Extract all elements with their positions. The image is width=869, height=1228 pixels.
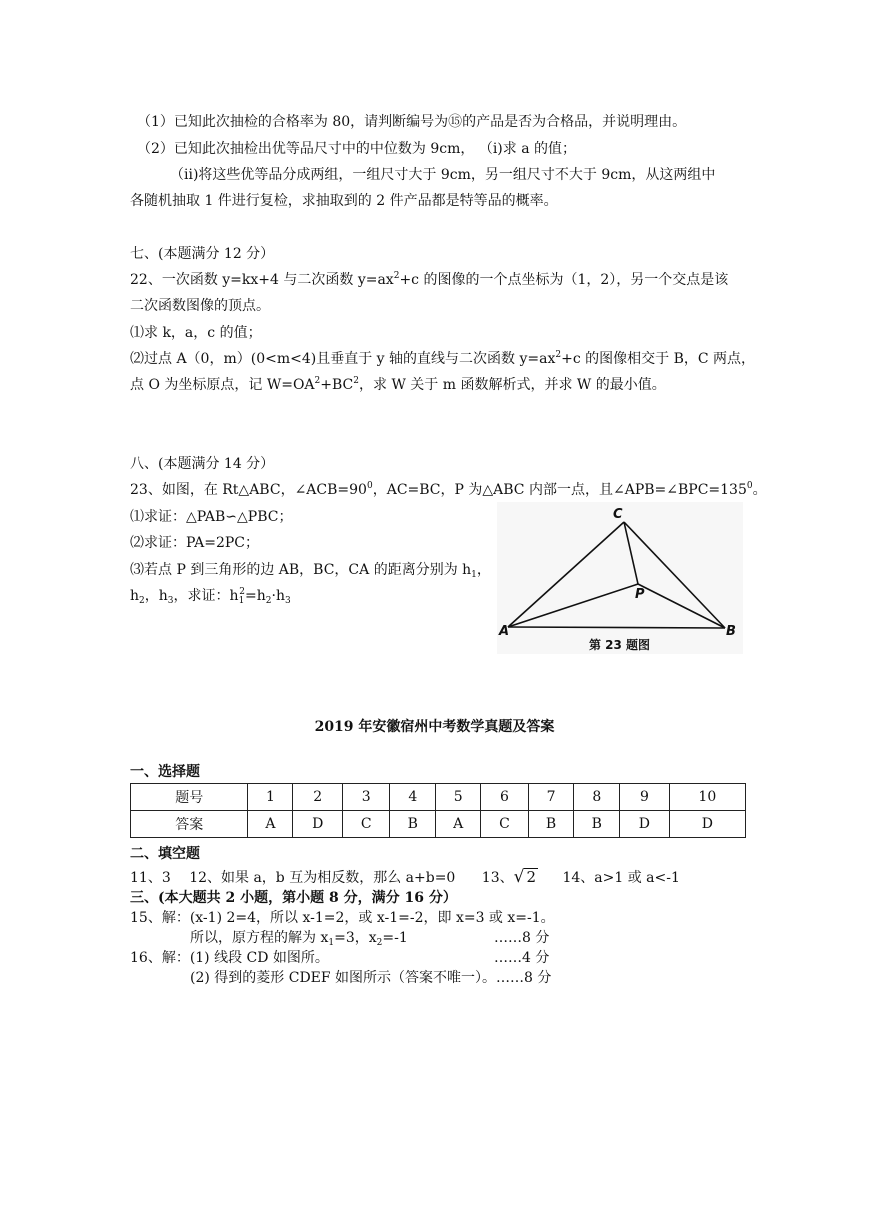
segment-ac (508, 522, 624, 627)
q22-text: ，求 W 关于 m 函数解析式，并求 W 的最小值。 (359, 377, 666, 393)
superscript: 2 (314, 376, 321, 386)
sec7-heading: 七、(本题满分 12 分） (130, 246, 275, 262)
q23-text: ·h (271, 588, 285, 604)
subscript: 2 (376, 938, 383, 948)
table-cell: C (481, 811, 528, 838)
table-cell: B (574, 811, 620, 838)
solution-16-score: ……4 分 (494, 950, 550, 966)
subscript: 1 (328, 938, 335, 948)
label-c: C (613, 507, 623, 522)
q22-part1: ⑴求 k，a，c 的值； (130, 325, 262, 341)
table-cell: A (436, 811, 481, 838)
table-cell: 4 (390, 784, 436, 811)
subscript: 3 (284, 596, 291, 606)
table-cell: 6 (481, 784, 528, 811)
triangle-diagram (497, 502, 743, 654)
q23-text: =h (245, 588, 266, 604)
fill-11: 11、3 (130, 870, 171, 886)
sec1-heading: 一、选择题 (130, 764, 200, 780)
q22-line1 (130, 271, 728, 289)
superscript: 2 (555, 350, 562, 360)
table-cell: 2 (293, 784, 343, 811)
q21-part1: （1）已知此次抽检的合格率为 80，请判断编号为⑮的产品是否为合格品，并说明理由。 (137, 114, 687, 130)
superscript: 2 (239, 587, 246, 597)
table-cell: D (293, 811, 343, 838)
q22-part2-cont (130, 376, 666, 394)
table-cell: C (343, 811, 390, 838)
label-a: A (499, 624, 510, 639)
table-cell: 9 (620, 784, 670, 811)
solution-text: =3，x (334, 930, 377, 946)
row-label-answer: 答案 (131, 811, 248, 838)
subscript: 1 (471, 570, 477, 580)
solution-16-line2: (2) 得到的菱形 CDEF 如图所示（答案不唯一）。……8 分 (190, 970, 552, 986)
q21-part2-ii-cont: 各随机抽取 1 件进行复检，求抽取到的 2 件产品都是特等品的概率。 (130, 193, 558, 209)
table-cell: 10 (669, 784, 745, 811)
q22-text: +BC (320, 377, 354, 393)
q22-text: ⑵过点 A（0，m）(0<m<4)且垂直于 y 轴的直线与二次函数 y=ax (130, 351, 556, 367)
sec2-heading: 二、填空题 (130, 846, 200, 862)
q22-line2: 二次函数图像的顶点。 (130, 298, 270, 314)
subscript: 3 (167, 596, 174, 606)
solution-15-score: ……8 分 (494, 930, 550, 946)
q22-text: +c 的图像的一个点坐标为（1，2），另一个交点是该 (399, 272, 729, 288)
label-p: P (635, 587, 645, 602)
fill-12: 12、如果 a，b 互为相反数，那么 a+b=0 (189, 870, 456, 886)
table-row-answers (131, 811, 746, 838)
figure-23 (497, 502, 743, 654)
q23-text: ⑶若点 P 到三角形的边 AB，BC，CA 的距离分别为 h (130, 562, 472, 578)
fill-answers (130, 868, 680, 887)
q23-line1 (130, 481, 767, 499)
solution-text: 所以，原方程的解为 x (190, 930, 329, 946)
subscript: 2 (139, 596, 145, 606)
q22-text: +c 的图像相交于 B，C 两点， (561, 351, 756, 367)
table-cell: A (248, 811, 293, 838)
table-cell: D (669, 811, 745, 838)
q23-part2: ⑵求证：PA=2PC； (130, 535, 260, 551)
figure-caption: 第 23 题图 (589, 638, 651, 652)
table-cell: D (620, 811, 670, 838)
sqrt-radicand: 2 (526, 868, 537, 886)
q22-text: 点 O 为坐标原点，记 W=OA (130, 377, 315, 393)
solution-16-line1: 16、解：(1) 线段 CD 如图所。 (130, 950, 329, 966)
segment-pa (508, 584, 638, 627)
q23-part3-cont (130, 587, 291, 605)
answers-title: 2019 年安徽宿州中考数学真题及答案 (314, 719, 555, 735)
solution-text: =-1 (382, 930, 408, 946)
q23-text: 23、如图，在 Rt△ABC，∠ACB=90 (130, 482, 367, 498)
table-row-numbers (131, 784, 746, 811)
table-cell: B (390, 811, 436, 838)
label-b: B (726, 624, 736, 639)
q22-text: 22、一次函数 y=kx+4 与二次函数 y=ax (130, 272, 394, 288)
q23-text: ， (476, 562, 491, 578)
sec3-heading: 三、(本大题共 2 小题，第小题 8 分，满分 16 分） (130, 890, 457, 906)
sqrt-expression: √ 2 (513, 867, 537, 887)
q23-text: h (130, 588, 140, 604)
q23-part1: ⑴求证：△PAB∽△PBC； (130, 509, 293, 525)
table-cell: 1 (248, 784, 293, 811)
fill-14: 14、a>1 或 a<-1 (562, 870, 680, 886)
q23-text: ，求证：h (173, 588, 239, 604)
sec8-heading: 八、(本题满分 14 分） (130, 456, 275, 472)
superscript: 2 (353, 376, 360, 386)
q23-part3 (130, 561, 491, 579)
q22-part2 (130, 350, 755, 368)
table-cell: B (528, 811, 574, 838)
solution-15-line1: 15、解：(x-1) 2=4，所以 x-1=2，或 x-1=-2，即 x=3 或 x=-1。 (130, 910, 555, 926)
segment-ab (508, 627, 725, 628)
segment-bc (624, 522, 725, 628)
q23-text: ，AC=BC，P 为△ABC 内部一点，且∠APB=∠BPC=135 (372, 482, 747, 498)
q21-part2: （2）已知此次抽检出优等品尺寸中的中位数为 9cm， （ⅰ)求 a 的值； (137, 141, 577, 157)
q23-text: 。 (752, 482, 767, 498)
superscript: 2 (393, 271, 400, 281)
q23-text: ，h (144, 588, 168, 604)
q21-part2-ii: （ⅱ)将这些优等品分成两组，一组尺寸大于 9cm，另一组尺寸不大于 9cm，从这两组中 (170, 167, 716, 183)
choice-answer-table (130, 783, 746, 838)
segment-pc (624, 522, 638, 584)
segment-pb (638, 584, 725, 628)
row-label-number: 题号 (131, 784, 248, 811)
superscript: 0 (746, 481, 753, 491)
table-cell: 3 (343, 784, 390, 811)
superscript: 0 (366, 481, 373, 491)
table-cell: 8 (574, 784, 620, 811)
table-cell: 7 (528, 784, 574, 811)
subscript: 2 (265, 596, 272, 606)
fill-13: 13、 (481, 870, 514, 886)
subscript: 1 (238, 596, 245, 606)
table-cell: 5 (436, 784, 481, 811)
solution-15-line2 (190, 929, 408, 947)
